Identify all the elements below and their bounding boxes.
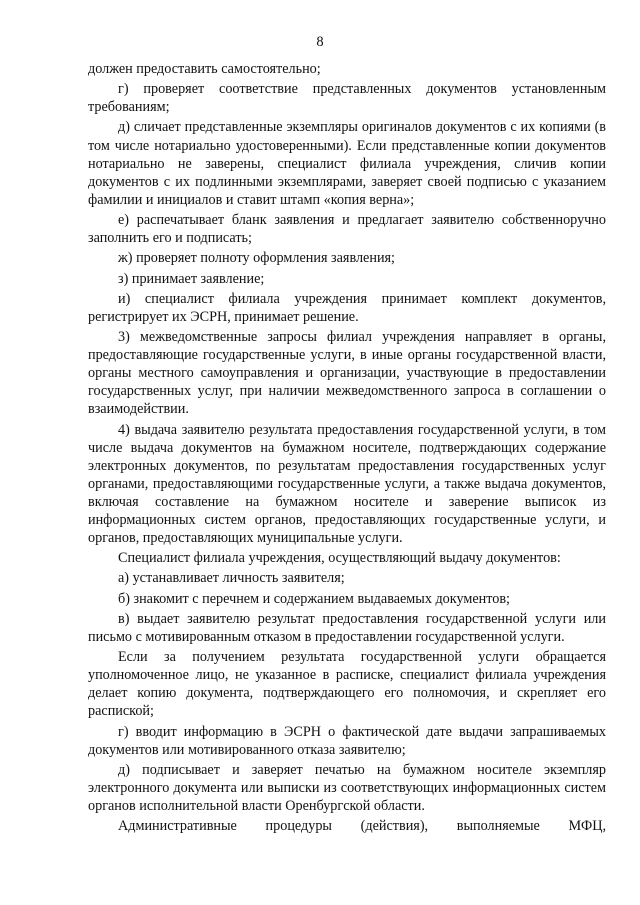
document-body: [88, 60, 606, 837]
paragraph: б) знакомит с перечнем и содержанием выдаваемых документов;: [118, 590, 510, 607]
paragraph: з) принимает заявление;: [118, 270, 265, 287]
paragraph: д) подписывает и заверяет печатью на бумажном носителе экземпляр электронного документа или выписки из соответствующих информационных систем органов исполнительной власти Оренбургской области.: [88, 761, 606, 815]
paragraph: и) специалист филиала учреждения принимает комплект документов, регистрирует их ЭСРН, принимает решение.: [88, 290, 606, 325]
paragraph: Если за получением результата государственной услуги обращается уполномоченное лицо, не указанное в расписке, специалист филиала учреждения делает копию документа, подтверждающего его полномочия, и скрепляет его распиской;: [88, 649, 606, 720]
paragraph: ж) проверяет полноту оформления заявления;: [118, 250, 396, 267]
paragraph: г) проверяет соответствие представленных документов установленным требованиям;: [88, 81, 606, 116]
paragraph: должен предоставить самостоятельно;: [88, 61, 321, 77]
paragraph: в) выдает заявителю результат предоставления государственной услуги или письмо с мотивированным отказом в предоставлении государственной услуги.: [88, 610, 606, 645]
paragraph: а) устанавливает личность заявителя;: [118, 570, 345, 587]
paragraph: Специалист филиала учреждения, осуществляющий выдачу документов:: [118, 550, 561, 567]
paragraph: 3) межведомственные запросы филиал учреждения направляет в органы, предоставляющие государственные услуги, в иные органы государственной власти, органы местного самоуправления и организации, участвующие в предоставлении государственных услуг, при наличии межведомственного запроса в соглашении о взаимодействии.: [88, 328, 606, 418]
paragraph: г) вводит информацию в ЭСРН о фактической дате выдачи запрашиваемых документов или мотивированного отказа заявителю;: [88, 723, 606, 758]
paragraph: Административные процедуры (действия), выполняемые МФЦ,: [118, 818, 606, 835]
page-number: 8: [316, 34, 324, 50]
paragraph: е) распечатывает бланк заявления и предлагает заявителю собственноручно заполнить его и подписать;: [88, 212, 606, 247]
paragraph: д) сличает представленные экземпляры оригиналов документов с их копиями (в том числе нотариально удостоверенными). Если представленные копии документов нотариально не заверены, специалист филиала учреждения, сличив копии документов с их подлинными экземплярами, заверяет своей подписью с указанием фамилии и инициалов и ставит штамп «копия верна»;: [88, 119, 606, 208]
paragraph: 4) выдача заявителю результата предоставления государственной услуги, в том числе выдача документов на бумажном носителе, подтверждающих содержание электронных документов, по результатам предоставления государственных услуг органами, предоставляющими государственные услуги, а также выдача документов, включая составление на бумажном носителе и заверение выписок из информационных систем органов, предоставляющих государственные услуги, и органов, предоставляющих муниципальные услуги.: [88, 421, 606, 547]
